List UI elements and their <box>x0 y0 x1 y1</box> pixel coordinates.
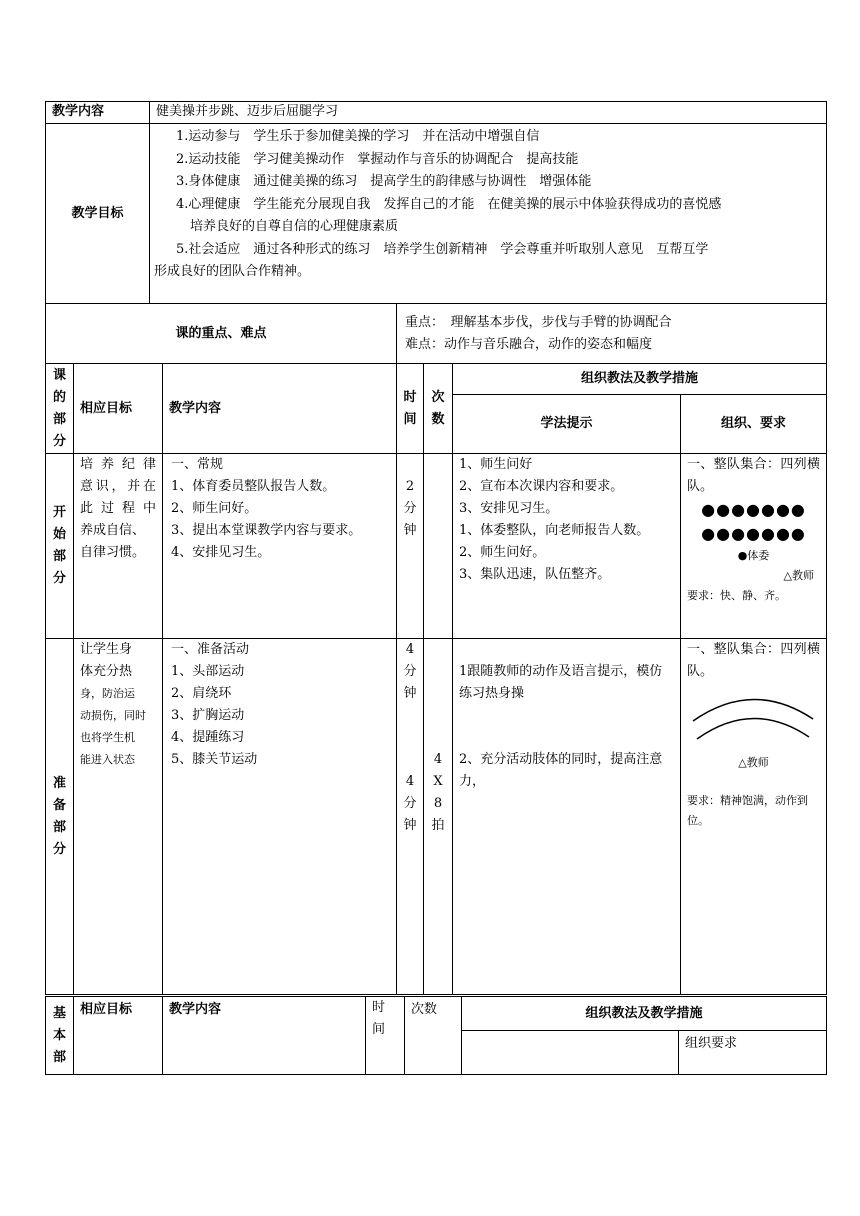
header-org: 组织、要求 <box>681 395 827 454</box>
goals-list <box>150 124 827 304</box>
basic-org: 组织要求 <box>679 1031 827 1075</box>
header-method: 组织教法及教学措施 <box>453 364 827 395</box>
start-part-label: 开 始 部 分 <box>46 454 74 639</box>
prep-org: 一、整队集合：四列横队。 △教师 要求：精神饱满，动作到位。 <box>681 639 827 995</box>
goal-item: 4.心理健康 学生能充分展现自我 发挥自己的才能 在健美操的展示中体验获得成功的喜悦感 <box>176 196 722 212</box>
basic-count: 次数 <box>405 997 462 1075</box>
basic-content: 教学内容 <box>163 997 366 1075</box>
lesson-plan-table <box>45 363 827 995</box>
basic-method: 组织教法及教学措施 <box>462 997 827 1031</box>
prep-time: 4 分 钟 4 分 钟 <box>397 639 424 995</box>
prep-count: 4 X 8 拍 <box>424 639 453 995</box>
prep-goal: 让学生身 体充分热 身，防治运 动损伤，同时 也将学生机 能进入状态 <box>74 639 163 995</box>
prep-part-label: 准 备 部 分 <box>46 639 74 995</box>
difficulty: 难点：动作与音乐融合，动作的姿态和幅度 <box>405 336 653 352</box>
header-count: 次 数 <box>424 364 453 454</box>
start-count <box>424 454 453 639</box>
goal-item: 2.运动技能 学习健美操动作 掌握动作与音乐的协调配合 提高技能 <box>176 151 579 167</box>
goal-item: 形成良好的团队合作精神。 <box>154 264 311 279</box>
key-label: 课的重点、难点 <box>46 304 397 364</box>
start-hints: 1、师生问好 2、宣布本次课内容和要求。 3、安排见习生。 1、体委整队，向老师报告人数。 2、师生问好。 3、集队迅速，队伍整齐。 <box>453 454 681 639</box>
goal-item: 培养良好的自尊自信的心理健康素质 <box>190 219 399 234</box>
basic-part-table <box>45 996 827 1075</box>
goal-item: 3.身体健康 通过健美操的练习 提高学生的韵律感与协调性 增强体能 <box>176 174 592 189</box>
teacher-marker: △教师 <box>783 569 815 582</box>
basic-part-label: 基 本 部 <box>46 997 74 1075</box>
start-time: 2 分 钟 <box>397 454 424 639</box>
goal-item: 1.运动参与 学生乐于参加健美操的学习 并在活动中增强自信 <box>176 129 540 144</box>
content-value: 健美操并步跳、迈步后屈腿学习 <box>150 102 827 124</box>
prep-content: 一、准备活动 1、头部运动 2、肩绕环 3、扩胸运动 4、提踵练习 5、膝关节运动 <box>163 639 397 995</box>
header-part: 课 的 部 分 <box>46 364 74 454</box>
prep-hints: 1跟随教师的动作及语言提示，模仿练习热身操 2、充分活动肢体的同时，提高注意力， <box>453 639 681 995</box>
committee-marker: ●体委 <box>737 549 770 562</box>
lesson-overview-table <box>45 101 827 364</box>
basic-hint-cell <box>462 1031 679 1075</box>
header-time: 时 间 <box>397 364 424 454</box>
key-points <box>397 304 827 364</box>
basic-time: 时 间 <box>366 997 405 1075</box>
prep-require: 要求：精神饱满，动作到位。 <box>687 794 808 827</box>
student-dots-row: ●●●●●●● <box>701 500 806 519</box>
content-label: 教学内容 <box>46 102 150 124</box>
start-goal: 培养纪律 意识，并在 此过程中 养成自信、 自律习惯。 <box>74 454 163 639</box>
key-point: 重点： 理解基本步伐，步伐与手臂的协调配合 <box>405 314 672 330</box>
start-require: 要求：快、静、齐。 <box>687 589 786 602</box>
goals-label: 教学目标 <box>46 124 150 304</box>
header-hint: 学法提示 <box>453 395 681 454</box>
start-content: 一、常规 1、体育委员整队报告人数。 2、师生问好。 3、提出本堂课教学内容与要求。 4、安排见习生。 <box>163 454 397 639</box>
student-dots-row: ●●●●●●● <box>701 524 806 543</box>
basic-goal: 相应目标 <box>74 997 163 1075</box>
teacher-marker: △教师 <box>738 756 769 769</box>
goal-item: 5.社会适应 通过各种形式的练习 培养学生创新精神 学会尊重并听取别人意见 互帮互学 <box>176 241 709 257</box>
formation-arcs <box>687 687 819 747</box>
header-goal: 相应目标 <box>74 364 163 454</box>
header-content: 教学内容 <box>163 364 397 454</box>
start-org: 一、整队集合：四列横队。 ●●●●●●● ●●●●●●● ●体委 △教师 要求：快、静、齐。 <box>681 454 827 639</box>
